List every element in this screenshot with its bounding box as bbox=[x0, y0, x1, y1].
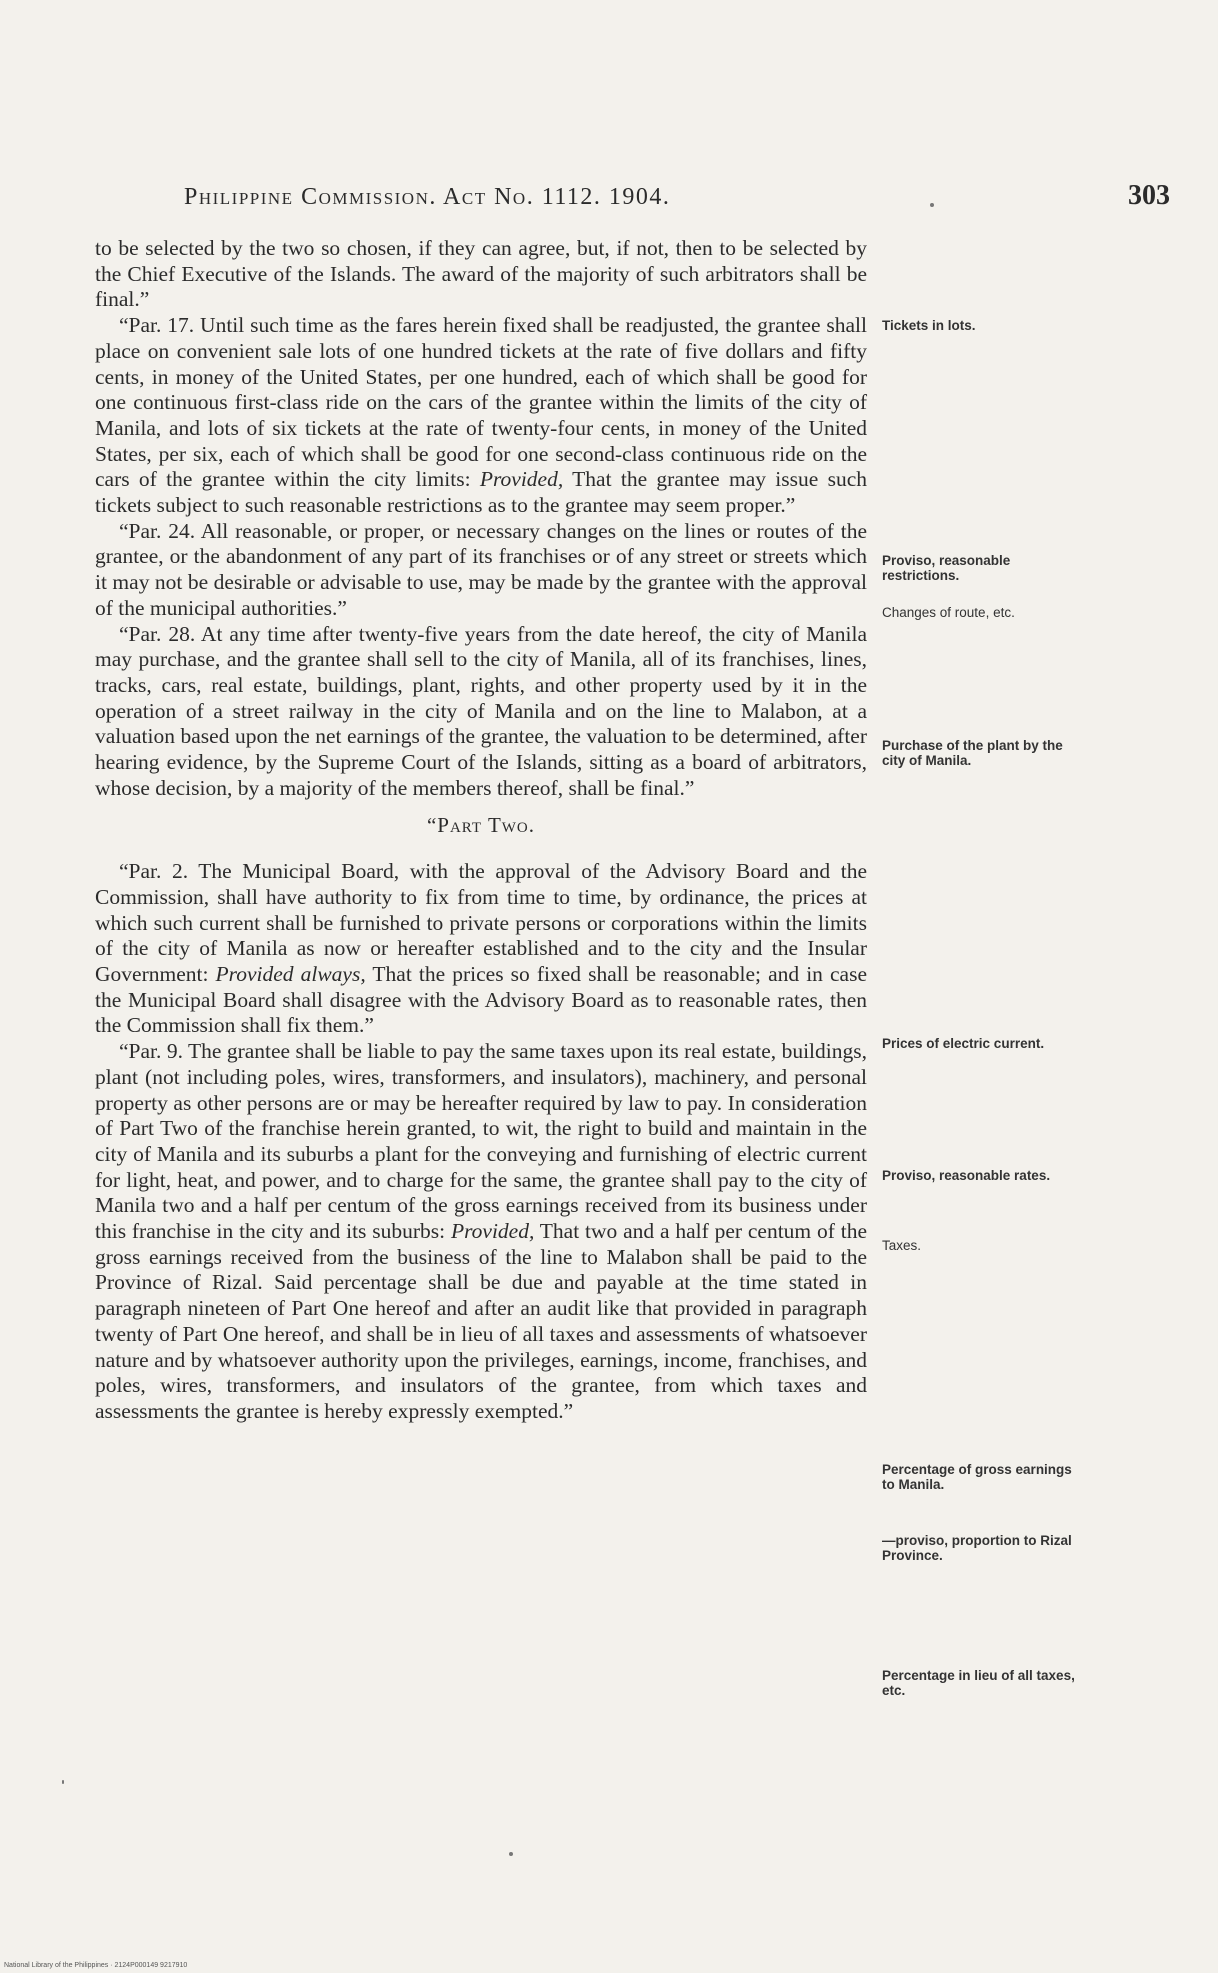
scan-credit: National Library of the Philippines · 2124P000149 9217910 bbox=[4, 1962, 188, 1969]
paragraph-par-24: “Par. 24. All reasonable, or proper, or necessary changes on the lines or routes of the grantee, or the abandonment of any part of its franchises or of any street or streets which it may not be desirable or advisable to use, may be made by the grantee with the approval of the municipal authorities.” bbox=[95, 518, 867, 620]
running-title: Philippine Commission. Act No. 1112. 1904. bbox=[184, 184, 671, 210]
page-number: 303 bbox=[1128, 180, 1170, 211]
margin-note-proviso-rates: Proviso, reasonable rates. bbox=[882, 1168, 1051, 1183]
par-9-text-a: “Par. 9. The grantee shall be liable to pay the same taxes upon its real estate, buildings, plant (not including poles, wires, transformers, and insulators), machinery, and personal property as other persons are or may be hereafter required by law to pay. In consideration of Part Two of the franchise herein granted, to wit, the right to build and maintain in the city of Manila and its suburbs a plant for the conveying and furnishing of electric current for light, heat, and power, and to charge for the same, the grantee shall pay to the city of Manila two and a half per centum of the gross earnings received from its business under this franchise in the city and its suburbs: bbox=[95, 1039, 867, 1244]
paragraph-par-9 bbox=[95, 1039, 867, 1425]
par-17-text-a: “Par. 17. Until such time as the fares herein fixed shall be readjusted, the grantee shall place on convenient sale lots of one hundred tickets at the rate of five dollars and fifty cents, in money of the United States, per one hundred, each of which shall be good for one continuous first-class ride on the cars of the grantee within the limits of the city of Manila, and lots of six tickets at the rate of twenty-four cents, in money of the United States, per six, each of which shall be good for one second-class continuous ride on the cars of the grantee within the city limits: bbox=[95, 313, 867, 492]
par-2-text-a: “Par. 2. The Municipal Board, with the approval of the Advisory Board and the Commission, shall have authority to fix from time to time, by ordinance, the prices at which such current shall be furnished to private persons or corporations within the limits of the city of Manila as now or hereafter established and to the city and the Insular Government: bbox=[95, 859, 867, 986]
speck-mark bbox=[509, 1852, 513, 1856]
margin-note-changes-route: Changes of route, etc. bbox=[882, 605, 1015, 620]
par-17-proviso: Provided, bbox=[479, 467, 564, 492]
part-two-heading: “Part Two. bbox=[426, 813, 536, 838]
paragraph-par-28: “Par. 28. At any time after twenty-five years from the date hereof, the city of Manila may purchase, and the grantee shall sell to the city of Manila, all of its franchises, lines, tracks, cars, real estate, buildings, plant, rights, and other property used by it in the operation of a street railway in the city of Manila and on the line to Malabon, at a valuation based upon the net earnings of the grantee, the valuation to be determined, after hearing evidence, by the Supreme Court of the Islands, sitting as a board of arbitrators, whose decision, by a majority of the members thereof, shall be final.” bbox=[95, 621, 867, 800]
par-17-text-b: That the grantee may issue such tickets subject to such reasonable restrictions as to the grantee may seem proper.” bbox=[95, 467, 867, 518]
par-9-text-b: That two and a half per centum of the gross earnings received from the business of the line to Malabon shall be paid to the Province of Rizal. Said percentage shall be due and payable at the time stated in paragraph nineteen of Part One hereof and after an audit like that provided in paragraph twenty of Part One hereof, and shall be in lieu of all taxes and assessments of whatsoever nature and by whatsoever authority upon the privileges, earnings, income, franchises, and poles, wires, transformers, and insulators of the grantee, from which taxes and assessments the grantee is hereby expressly exempted.” bbox=[95, 1219, 867, 1423]
margin-note-purchase-plant: Purchase of the plant by the city of Manila. bbox=[882, 738, 1063, 768]
margin-note-taxes: Taxes. bbox=[882, 1238, 922, 1253]
body-text bbox=[95, 236, 867, 1425]
paragraph-continuation: to be selected by the two so chosen, if they can agree, but, if not, then to be selected by the Chief Executive of the Islands. The award of the majority of such arbitrators shall be final.” bbox=[95, 236, 867, 312]
par-2-proviso: Provided always, bbox=[215, 961, 366, 986]
par-9-proviso: Provided, bbox=[450, 1219, 535, 1244]
speck-mark bbox=[62, 1780, 64, 1784]
paragraph-par-2 bbox=[95, 859, 867, 1039]
margin-note-proviso-rizal: —proviso, proportion to Rizal Province. bbox=[882, 1533, 1072, 1563]
margin-note-proviso-restrictions: Proviso, reasonable restrictions. bbox=[882, 553, 1011, 583]
margin-note-percentage-lieu: Percentage in lieu of all taxes, etc. bbox=[882, 1668, 1075, 1698]
running-header bbox=[184, 180, 1170, 220]
speck-mark bbox=[930, 203, 934, 207]
paragraph-par-17 bbox=[95, 313, 867, 519]
par-2-text-b: That the prices so fixed shall be reasonable; and in case the Municipal Board shall disagree with the Advisory Board as to reasonable rates, then the Commission shall fix them.” bbox=[95, 961, 867, 1038]
margin-note-tickets: Tickets in lots. bbox=[882, 318, 976, 333]
margin-note-percentage-gross: Percentage of gross earnings to Manila. bbox=[882, 1462, 1072, 1492]
margin-note-prices-current: Prices of electric current. bbox=[882, 1036, 1045, 1051]
